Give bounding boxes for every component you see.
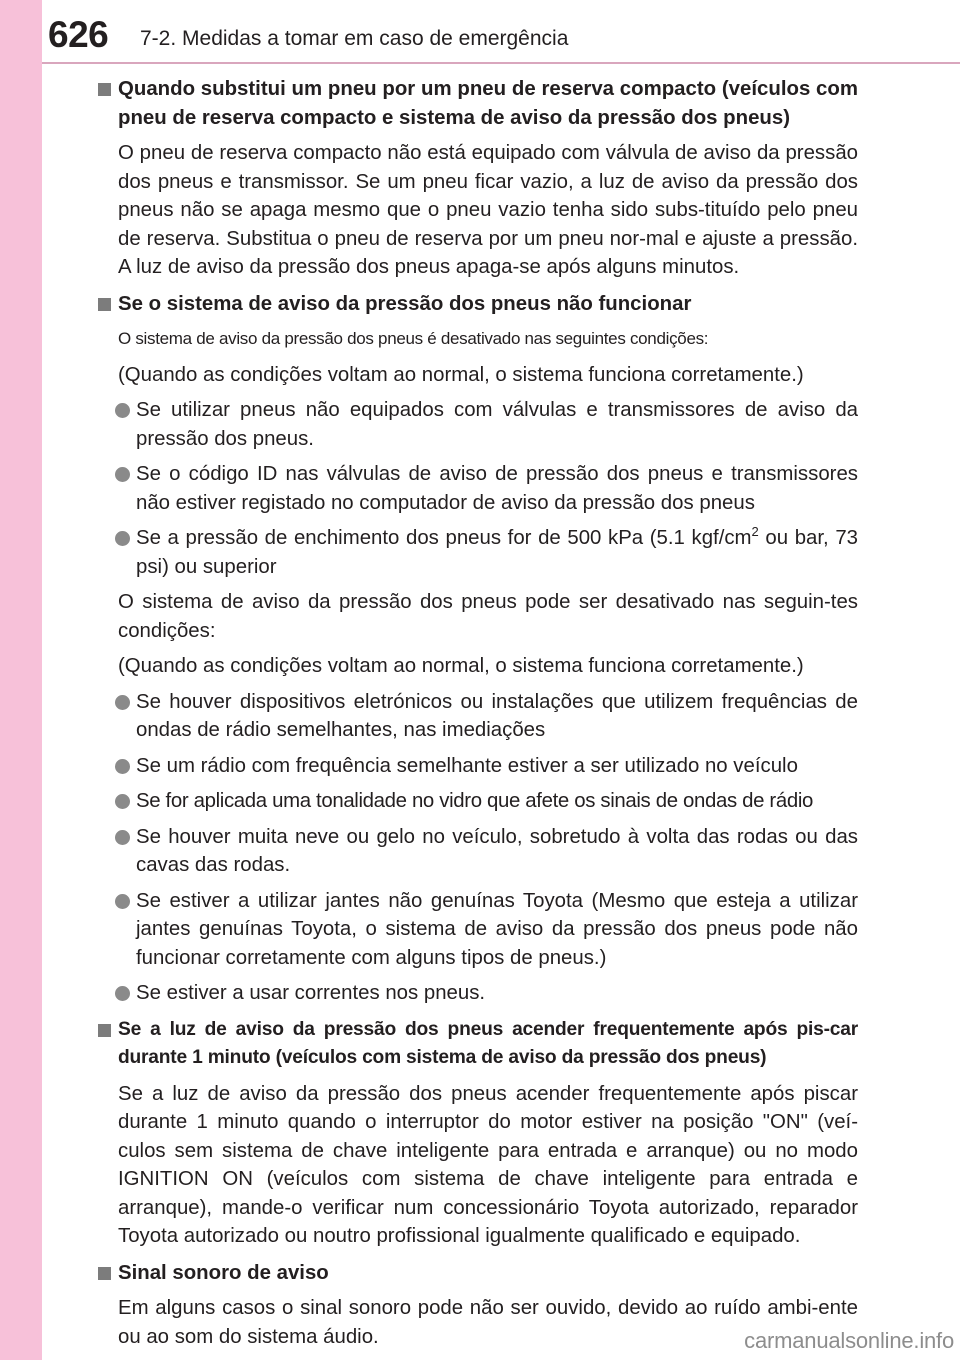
list-item bbox=[98, 823, 858, 880]
circle-bullet-icon bbox=[115, 467, 130, 482]
heading-text: Quando substitui um pneu por um pneu de reserva compacto (veículos com pneu de reserva compacto e sistema de aviso da pressão dos pneus) bbox=[118, 78, 858, 129]
list-item-text: Se estiver a usar correntes nos pneus. bbox=[136, 982, 486, 1004]
list-item-text-before: Se a pressão de enchimento dos pneus for de 500 kPa (5.1 kgf/cm bbox=[136, 527, 752, 549]
list-item bbox=[98, 979, 858, 1008]
heading-warning-light-frequent bbox=[98, 1016, 858, 1073]
list-item bbox=[98, 887, 858, 973]
page-number: 626 bbox=[48, 14, 109, 55]
list-item-text: Se for aplicada uma tonalidade no vidro que afete os sinais de ondas de rádio bbox=[136, 790, 814, 812]
list-item-text: Se utilizar pneus não equipados com válvulas e transmissores de aviso da pressão dos pneus. bbox=[136, 399, 858, 450]
list-item bbox=[98, 460, 858, 517]
paragraph-warning-buzzer: Em alguns casos o sinal sonoro pode não ser ouvido, devido ao ruído ambi-ente ou ao som do sistema áudio. bbox=[118, 1297, 858, 1348]
paragraph-compact-spare-tire: O pneu de reserva compacto não está equipado com válvula de aviso da pressão dos pneus e transmissor. Se um pneu ficar vazio, a luz de aviso da pressão dos pneus não se apaga mesmo que o pneu vazio tenha sido subs-tituído pelo pneu de reserva. Substitua o pneu de reserva por um pneu nor-mal e ajuste a pressão. A luz de aviso da pressão dos pneus apaga-se após alguns minutos. bbox=[118, 142, 858, 278]
header-rule bbox=[42, 62, 960, 64]
circle-bullet-icon bbox=[115, 403, 130, 418]
page-content bbox=[98, 75, 858, 1351]
square-bullet-icon bbox=[98, 1267, 111, 1280]
paragraph-warning-light-frequent: Se a luz de aviso da pressão dos pneus acender frequentemente após piscar durante 1 minuto quando o interruptor do motor estiver na posição "ON" (veí-culos sem sistema de chave inteligente para entrada e arranque) ou no modo IGNITION ON (veículos com sistema de chave inteligente para entrada e arranque), mande-o verificar num concessionário Toyota autorizado, reparador Toyota autorizado ou noutro profissional igualmente qualificado e equipado. bbox=[118, 1082, 858, 1247]
heading-compact-spare-tire bbox=[98, 75, 858, 132]
square-bullet-icon bbox=[98, 298, 111, 311]
list-item bbox=[98, 524, 858, 581]
section-title: 7-2. Medidas a tomar em caso de emergência bbox=[140, 27, 569, 50]
list-item bbox=[98, 688, 858, 745]
circle-bullet-icon bbox=[115, 830, 130, 845]
list-item bbox=[98, 787, 858, 816]
heading-text: Sinal sonoro de aviso bbox=[118, 1261, 329, 1284]
list-item-text: Se estiver a utilizar jantes não genuínas Toyota (Mesmo que esteja a utilizar jantes genuínas Toyota, o sistema de aviso da pressão dos pneus pode não funcionar corretamente com alguns tipos de pneus.) bbox=[136, 889, 858, 969]
heading-warning-buzzer bbox=[98, 1259, 858, 1288]
heading-text: Se o sistema de aviso da pressão dos pneus não funcionar bbox=[118, 292, 692, 315]
list-item-text-after: ou bar, 73 psi) ou superior bbox=[136, 527, 858, 578]
paragraph-normal-note: (Quando as condições voltam ao normal, o sistema funciona corretamente.) bbox=[118, 655, 804, 677]
list-item bbox=[98, 396, 858, 453]
superscript-2: 2 bbox=[751, 524, 759, 539]
list-item-text: Se houver dispositivos eletrónicos ou instalações que utilizem frequências de ondas de rádio semelhantes, nas imediações bbox=[136, 690, 858, 741]
side-color-band bbox=[0, 0, 42, 1360]
circle-bullet-icon bbox=[115, 695, 130, 710]
heading-system-not-working bbox=[98, 290, 858, 319]
circle-bullet-icon bbox=[115, 894, 130, 909]
circle-bullet-icon bbox=[115, 794, 130, 809]
circle-bullet-icon bbox=[115, 531, 130, 546]
circle-bullet-icon bbox=[115, 986, 130, 1001]
paragraph-may-deactivate: O sistema de aviso da pressão dos pneus pode ser desativado nas seguin-tes condições: bbox=[118, 591, 858, 642]
list-item-text: Se houver muita neve ou gelo no veículo, sobretudo à volta das rodas ou das cavas das rodas. bbox=[136, 825, 858, 876]
list-item-text: Se um rádio com frequência semelhante estiver a ser utilizado no veículo bbox=[136, 754, 798, 777]
watermark: carmanualsonline.info bbox=[744, 1328, 954, 1353]
square-bullet-icon bbox=[98, 1024, 111, 1037]
list-item bbox=[98, 752, 858, 781]
list-item-text: Se o código ID nas válvulas de aviso de pressão dos pneus e transmissores não estiver registado no computador de aviso da pressão dos pneus bbox=[136, 463, 858, 514]
circle-bullet-icon bbox=[115, 759, 130, 774]
square-bullet-icon bbox=[98, 83, 111, 96]
paragraph-deactivation-conditions: O sistema de aviso da pressão dos pneus é desativado nas seguintes condições: bbox=[118, 329, 709, 348]
heading-text: Se a luz de aviso da pressão dos pneus acender frequentemente após pis-car durante 1 minuto (veículos com sistema de aviso da pressão dos pneus) bbox=[118, 1018, 858, 1068]
paragraph-normal-note: (Quando as condições voltam ao normal, o sistema funciona corretamente.) bbox=[118, 363, 804, 386]
